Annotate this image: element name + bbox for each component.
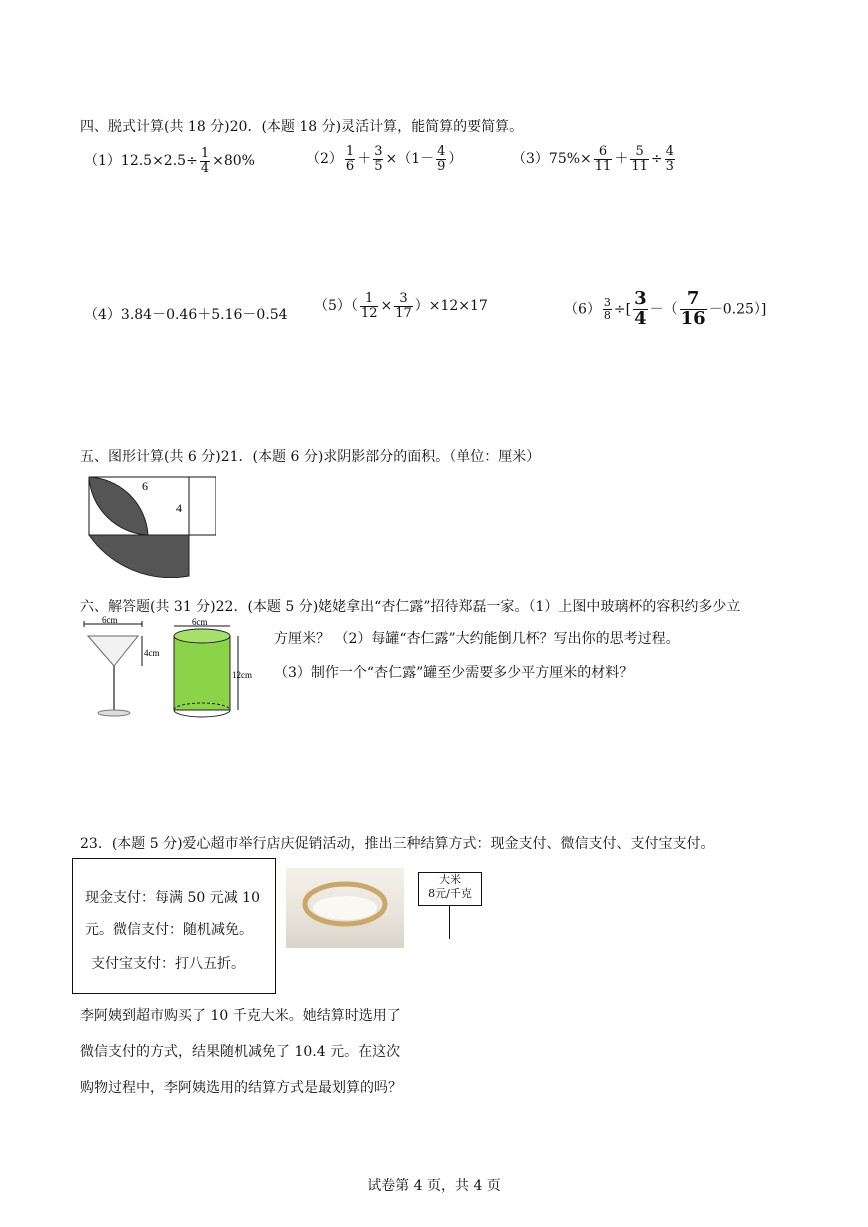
promo-line2: 元。微信支付：随机减免。 — [85, 922, 253, 938]
price-sign — [418, 872, 482, 906]
problem-2: （2） $\frac{1}{6}$ ＋ $\frac{3}{5}$ ×（1－ $\frac{4}{9}$ ） — [306, 144, 463, 174]
can-body — [174, 636, 230, 710]
page-footer: 试卷第 4 页，共 4 页 — [367, 1178, 501, 1194]
q23-body2: 微信支付的方式，结果随机减免了 10.4 元。在这次 — [80, 1044, 401, 1060]
sign-title: 大米 — [439, 873, 461, 886]
q23-body3: 购物过程中，李阿姨选用的结算方式是最划算的吗？ — [80, 1080, 402, 1096]
promo-line1: 现金支付：每满 50 元减 10 — [85, 890, 260, 906]
can-height-label: 12cm — [232, 670, 252, 680]
q22-line3: （3）制作一个“杏仁露”罐至少需要多少平方厘米的材料？ — [274, 665, 634, 681]
shaded-leaf — [89, 477, 148, 535]
promo-box — [72, 858, 276, 994]
q22-line2: 方厘米？ （2）每罐“杏仁露”大约能倒几杯？写出你的思考过程。 — [274, 631, 680, 647]
sign-price: 8元/千克 — [428, 887, 472, 900]
p1-label: （1）12.5×2.5÷ — [84, 153, 198, 170]
shaded-area-figure — [86, 474, 216, 578]
section4-heading: 四、脱式计算(共 18 分)20．(本题 18 分)灵活计算，能简算的要简算。 — [80, 119, 524, 135]
fraction: $\frac{1}{4}$ — [200, 146, 210, 176]
section6-heading: 六、解答题(共 31 分)22．(本题 5 分)姥姥拿出“杏仁露”招待郑磊一家。（1）上图中玻璃杯的容积约多少立 — [80, 599, 741, 615]
problem-3: （3）75%× $\frac{6}{11}$ ＋ $\frac{5}{11}$ ÷ $\frac{4}{3}$ — [512, 144, 674, 174]
problem-4: （4）3.84－0.46＋5.16－0.54 — [84, 307, 288, 323]
rice-photo — [286, 868, 404, 948]
shaded-quarter — [89, 535, 189, 578]
glass-bowl — [88, 636, 138, 666]
glass-width-label: 6cm — [102, 615, 118, 625]
glass-height-label: 4cm — [144, 648, 160, 658]
glass-and-can-figure — [80, 614, 260, 722]
can-width-label: 6cm — [192, 617, 208, 627]
problem-5: （5）（ $\frac{1}{12}$ × $\frac{3}{17}$ ）×12×17 — [314, 291, 488, 321]
problem-1 — [84, 147, 255, 175]
sign-post — [449, 905, 450, 939]
section5-heading: 五、图形计算(共 6 分)21．(本题 6 分)求阴影部分的面积。（单位：厘米） — [80, 449, 541, 465]
label-side: 4 — [176, 501, 182, 515]
q23-heading: 23．(本题 5 分)爱心超市举行店庆促销活动，推出三种结算方式：现金支付、微信支付、支付宝支付。 — [80, 836, 715, 852]
label-top: 6 — [142, 479, 148, 493]
p1-tail: ×80% — [212, 153, 255, 170]
promo-line3: 支付宝支付：打八五折。 — [91, 956, 245, 972]
problem-6: （6） $\frac{3}{8}$ ÷[ $\frac{3}{4}$ －（ $\frac{7}{16}$ －0.25）] — [564, 288, 767, 329]
q23-body1: 李阿姨到超市购买了 10 千克大米。她结算时选用了 — [80, 1008, 401, 1024]
